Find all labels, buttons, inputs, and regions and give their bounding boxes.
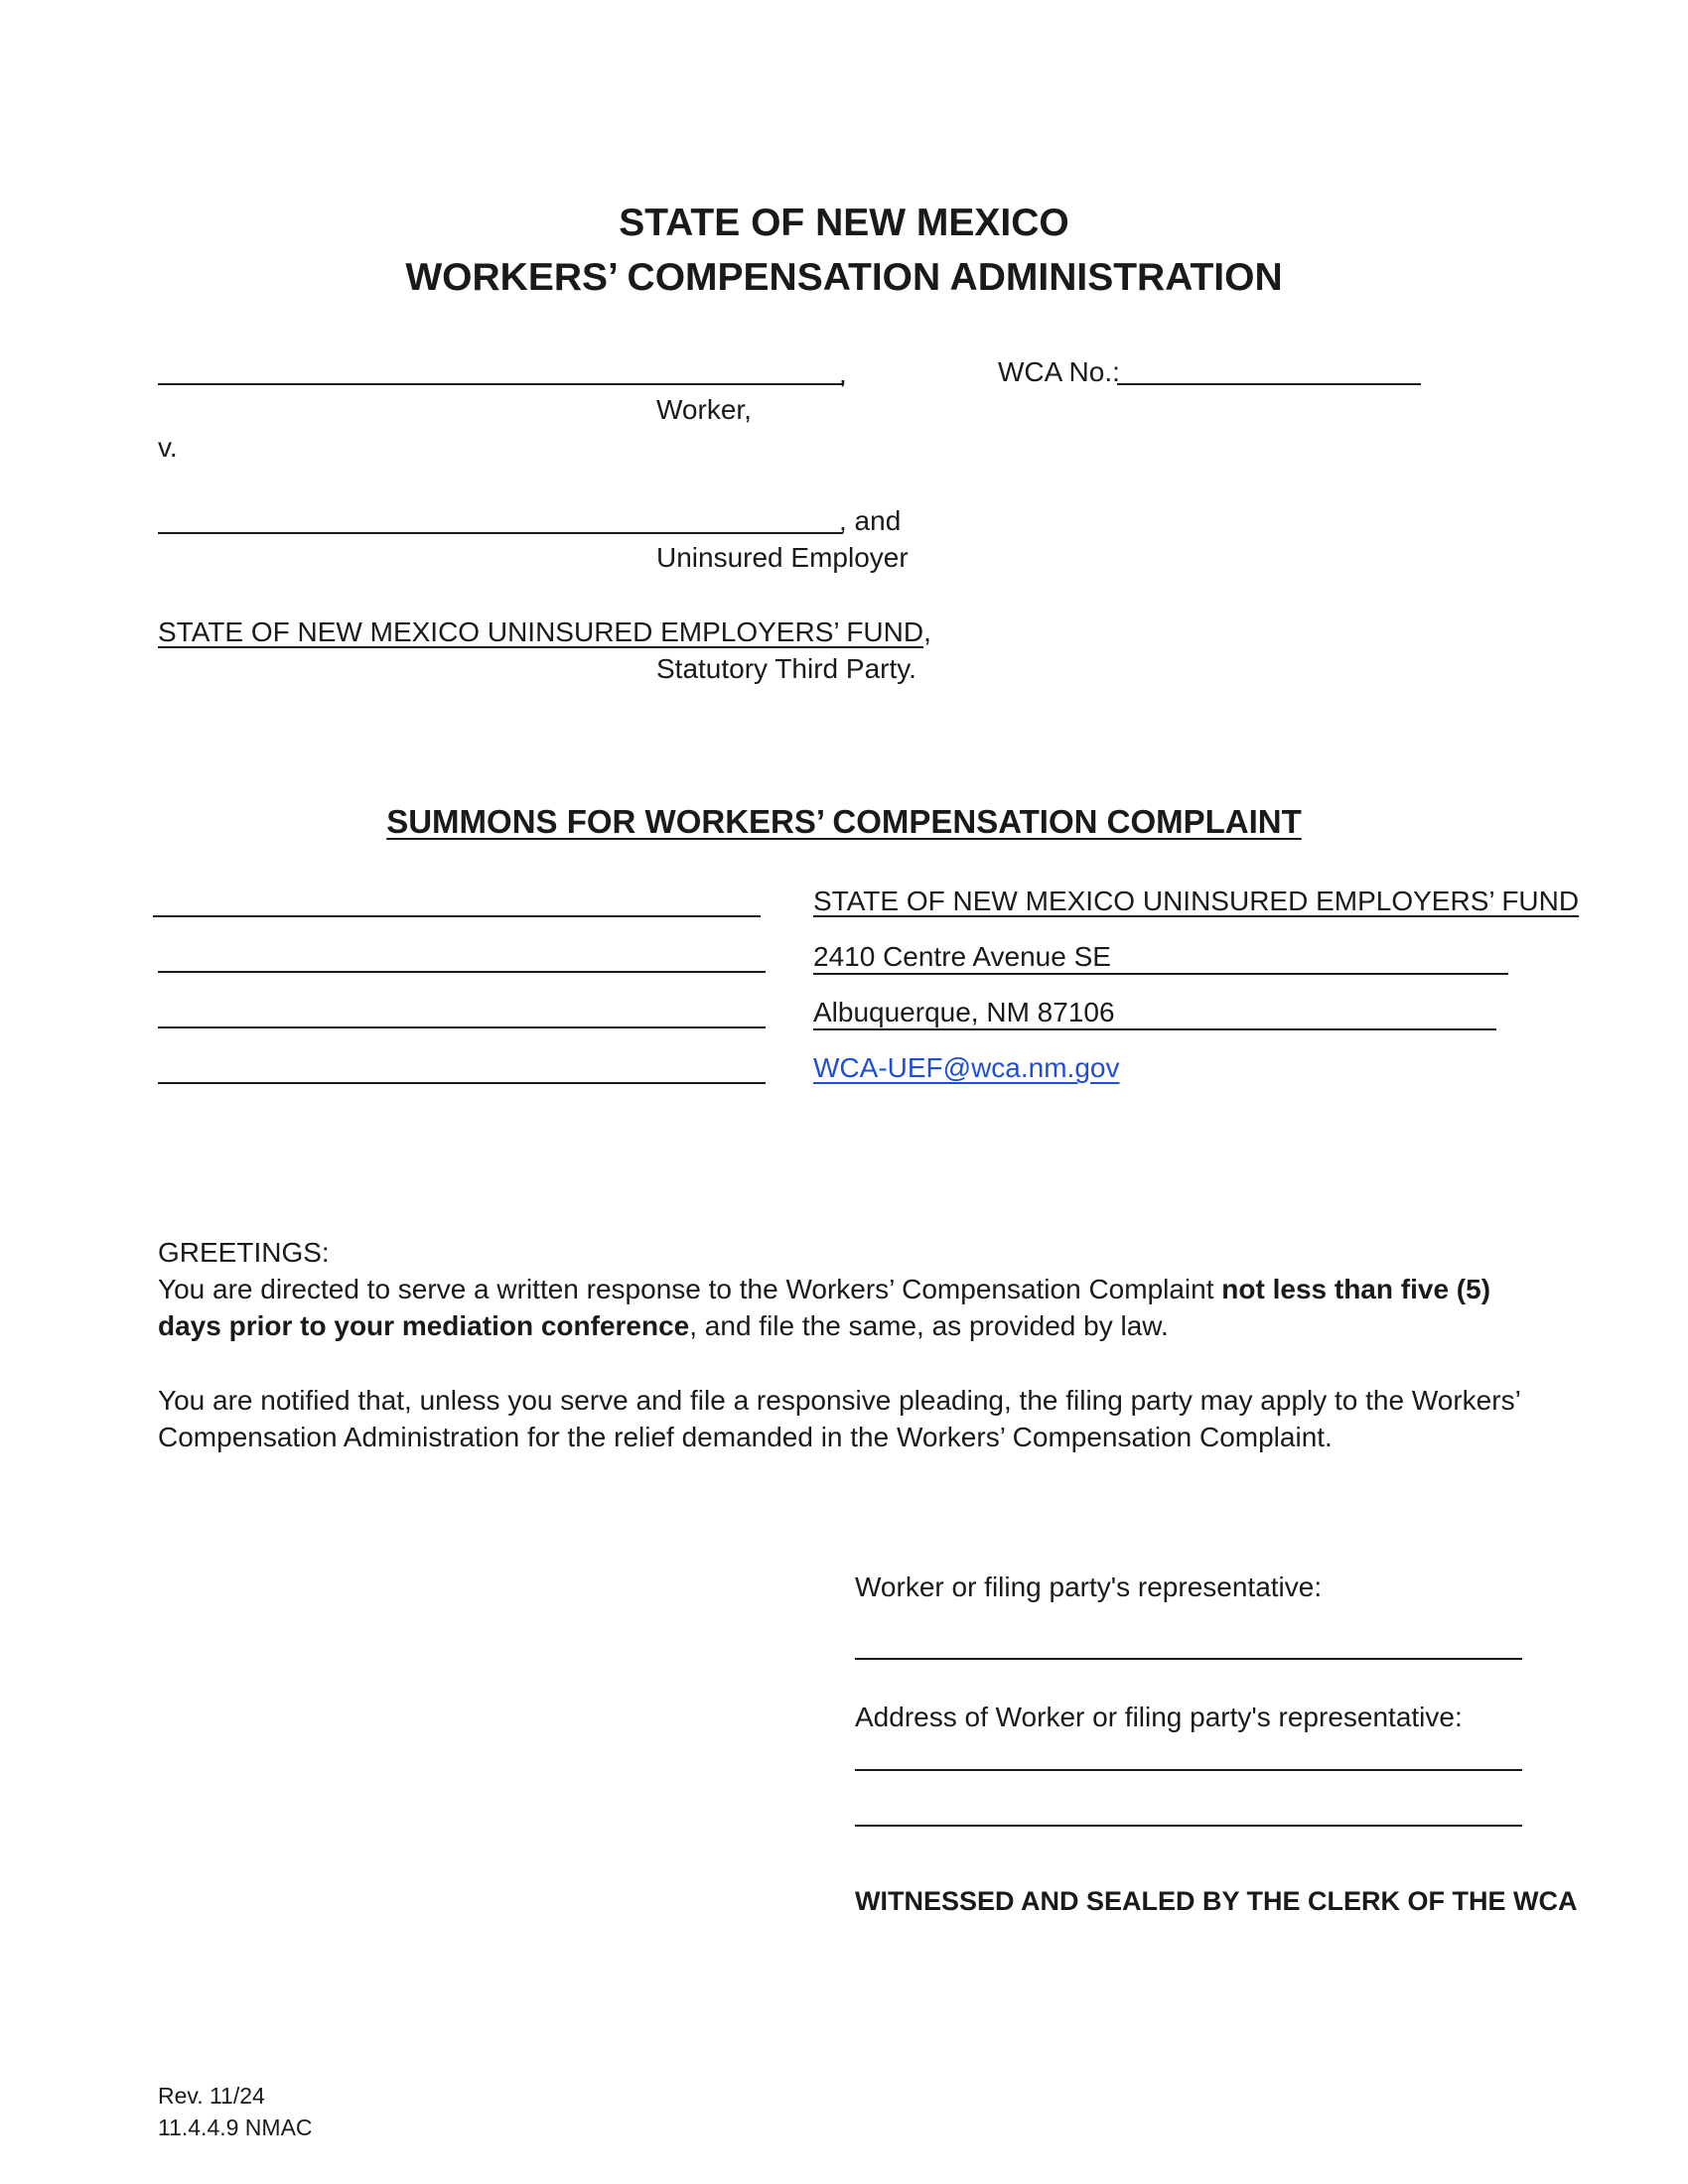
uef-email-link[interactable]: WCA-UEF@wca.nm.gov [813, 1052, 1120, 1083]
worker-label: Worker, [656, 394, 752, 425]
rep-signature-line[interactable] [855, 1658, 1522, 1660]
uef-party-line [158, 615, 931, 649]
paragraph-1: You are directed to serve a written response to the Workers’ Compensation Complaint not less than five (5) days prior to your mediation conference, and file the same, as provided by law. [158, 1274, 1491, 1341]
worker-comma: , [839, 358, 847, 389]
uef-address-city-row [813, 996, 1496, 1030]
header-line-2: WORKERS’ COMPENSATION ADMINISTRATION [405, 256, 1283, 299]
footer-revision: Rev. 11/24 [158, 2083, 265, 2109]
wca-no-label: WCA No.: [998, 356, 1120, 387]
uef-party-comma: , [923, 616, 931, 647]
greeting: GREETINGS: [158, 1237, 330, 1268]
uef-address-street: 2410 Centre Avenue SE [813, 941, 1508, 975]
uef-party-name: STATE OF NEW MEXICO UNINSURED EMPLOYERS’ FUND [158, 616, 924, 647]
uef-address-street-row [813, 940, 1508, 975]
uef-address-city: Albuquerque, NM 87106 [813, 997, 1496, 1030]
versus-label: v. [158, 432, 178, 463]
recipient-line-2[interactable] [158, 971, 766, 973]
employer-label: Uninsured Employer [656, 542, 909, 573]
rep-label: Worker or filing party's representative: [855, 1571, 1323, 1602]
paragraph-2: You are notified that, unless you serve and file a responsive pleading, the filing party may apply to the Workers’ Compensation Administration for the relief demanded in the Workers’ Compensation Complaint. [158, 1385, 1520, 1452]
worker-name-line[interactable] [158, 383, 843, 385]
summons-title-row [0, 802, 1688, 842]
rep-address-line-1[interactable] [855, 1769, 1522, 1771]
summons-title: SUMMONS FOR WORKERS’ COMPENSATION COMPLAINT [386, 803, 1302, 840]
uef-address-email-row [813, 1051, 1119, 1085]
wca-no-line[interactable] [1117, 383, 1421, 385]
employer-and: , and [839, 505, 902, 536]
rep-address-line-2[interactable] [855, 1825, 1522, 1827]
recipient-line-4[interactable] [158, 1082, 766, 1084]
recipient-line-1[interactable] [153, 915, 761, 917]
uef-address-name: STATE OF NEW MEXICO UNINSURED EMPLOYERS’ FUND [813, 886, 1580, 916]
paragraph-1-bold: not less than five (5) days prior to your mediation conference [158, 1274, 1491, 1341]
footer-rule: 11.4.4.9 NMAC [158, 2115, 313, 2140]
employer-name-line[interactable] [158, 532, 843, 534]
recipient-line-3[interactable] [158, 1026, 766, 1028]
rep-address-label: Address of Worker or filing party's representative: [855, 1702, 1463, 1732]
header-line-1: STATE OF NEW MEXICO [619, 202, 1069, 244]
uef-party-label: Statutory Third Party. [656, 653, 916, 684]
witness-statement: WITNESSED AND SEALED BY THE CLERK OF THE WCA [855, 1886, 1578, 1916]
